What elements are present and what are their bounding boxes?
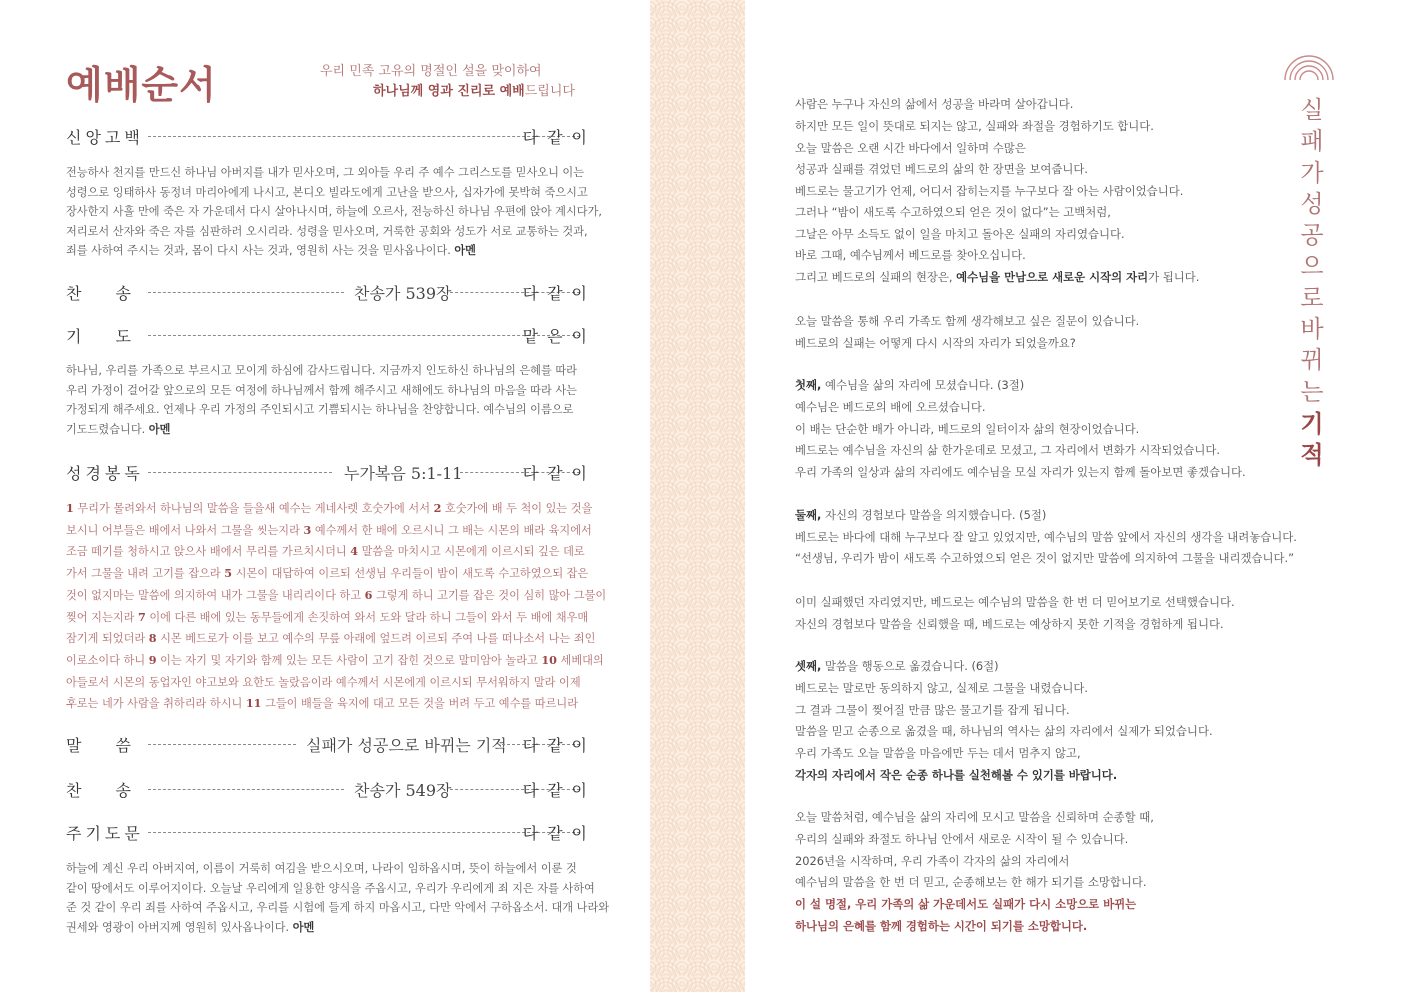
text-line: 저리로서 산자와 죽은 자를 심판하러 오시리라. 성령을 믿사오며, 거룩한 공회와 성도가 서로 교통하는 것과, [66,224,588,238]
scripture-line [66,563,598,585]
sermon-text: 말씀을 믿고 순종으로 옮겼을 때, 하나님의 역사는 삶의 자리에서 실제가 되었습니다. [795,724,1213,738]
verse-text: 시몬 베드로가 이를 보고 예수의 무릎 아래에 엎드려 이르되 주여 나를 떠나소서 나는 죄인 [156,632,596,646]
sermon-line [795,723,1213,739]
sermon-emphasis: 각자의 자리에서 작은 순종 하나를 실천해볼 수 있기를 바랍니다. [795,768,1118,782]
sermon-line [795,269,1199,285]
sermon-emphasis: 둘째, [795,508,822,522]
verse-number: 10 [541,652,557,667]
verse-number: 8 [148,631,157,646]
title-char: 공 [1300,221,1324,250]
sermon-text: 베드로는 물고기가 언제, 어디서 잡히는지를 누구보다 잘 아는 사람이었습니다. [795,184,1184,198]
title-char: 패 [1300,127,1324,156]
scripture-line [66,628,598,650]
dotted-leader [148,335,580,336]
sermon-text: 그리고 베드로의 실패의 현장은, [795,270,957,284]
title-char: 기 [1300,408,1324,438]
sermon-text: 오늘 말씀을 통해 우리 가족도 함께 생각해보고 싶은 질문이 있습니다. [795,314,1140,328]
verse-text: 조금 떼기를 청하시고 앉으사 배에서 무리를 가르치시더니 [66,545,351,559]
verse-text: 후로는 네가 사람을 취하리라 하시니 [66,697,246,711]
verse-number: 7 [137,609,146,624]
sermon-text: 그 결과 그물이 찢어질 만큼 많은 물고기를 잡게 됩니다. [795,703,1070,717]
amen-text: 아멘 [454,244,476,258]
title-char: 뀌 [1300,346,1324,375]
sermon-line [795,247,1026,263]
row-label: 주기도문 [66,824,144,843]
verse-number: 5 [224,566,233,581]
confession-text [66,163,602,261]
sermon-line [795,96,1073,112]
scripture-line [66,585,607,607]
sermon-text: 이미 실패했던 자리였지만, 베드로는 예수님의 말씀을 한 번 더 믿어보기로 선택했습니다. [795,595,1235,609]
text-line: 하늘에 계신 우리 아버지여, 이름이 거룩히 여김을 받으시오며, 나라이 임하옵시며, 뜻이 하늘에서 이룬 것 [66,862,577,875]
row-label: 성경봉독 [66,464,144,483]
sermon-text: 예수님은 베드로의 배에 오르셨습니다. [795,400,986,414]
scripture-line [66,520,598,542]
row-label: 찬송 [66,781,165,800]
sermon-line [795,853,1069,869]
sermon-line [795,442,1220,458]
scripture-line [66,650,604,672]
sermon-line [795,616,1224,632]
scripture-line [66,693,598,715]
sermon-text: 성공과 실패를 겪었던 베드로의 삶의 한 장면을 보여줍니다. [795,162,1089,176]
sermon-line [795,702,1070,718]
row-label: 신앙고백 [66,128,144,147]
title-char: 는 [1300,377,1324,406]
sermon-line [795,745,1081,761]
sermon-text: 그러나 “밤이 새도록 수고하였으되 얻은 것이 없다”는 고백처럼, [795,205,1111,219]
sermon-text: 오늘 말씀은 오랜 시간 바다에서 일하며 수많은 [795,141,1026,155]
sermon-text: 우리 가족도 오늘 말씀을 마음에만 두는 데서 멈추지 않고, [795,746,1081,760]
sermon-text: 자신의 경험보다 말씀을 신뢰했을 때, 베드로는 예상하지 못한 기적을 경험하게 됩니다. [795,617,1224,631]
row-leader: 다같이 [522,824,596,843]
sermon-line [795,896,1136,912]
sermon-text: 이 배는 단순한 배가 아니라, 베드로의 일터이자 삶의 현장이었습니다. [795,422,1140,436]
sermon-line [795,658,999,674]
scripture-text [66,498,607,715]
dotted-leader [148,292,344,293]
text-line: 죄를 사하여 주시는 것과, 몸이 다시 사는 것과, 영원히 사는 것을 믿사옵나이다. 아멘 [66,244,476,258]
title-char: 실 [1300,96,1324,124]
row-leader: 다같이 [522,128,596,147]
decorative-wave-pattern [650,0,745,992]
sermon-emphasis: 첫째, [795,378,822,392]
verse-text: 시몬이 대답하여 이르되 선생님 우리들이 밤이 새도록 수고하였으되 잡은 [232,567,589,581]
order-row-sermon [66,733,596,755]
sermon-text: 그날은 아무 소득도 없이 일을 마치고 돌아온 실패의 자리였습니다. [795,227,1125,241]
text-line: 장사한지 사흘 만에 죽은 자 가운데서 다시 살아나시며, 하늘에 오르사, 전능하신 하나님 우편에 앉아 계시다가, [66,205,602,219]
sermon-text: 베드로는 예수님을 자신의 삶 한가운데로 모셨고, 그 자리에서 변화가 시작되었습니다. [795,443,1220,457]
order-row-reading [66,461,596,483]
sermon-text: 바로 그때, 예수님께서 베드로를 찾아오십니다. [795,248,1026,262]
text-line: 권세와 영광이 아버지께 영원히 있사옵나이다. 아멘 [66,920,315,934]
sermon-text: 베드로는 말로만 동의하지 않고, 실제로 그물을 내렸습니다. [795,681,1089,695]
row-label: 말씀 [66,736,165,755]
worship-order-page [0,0,640,992]
row-leader: 맡은이 [522,327,596,346]
sermon-line [795,140,1026,156]
sermon-line [795,874,1147,890]
rainbow-arc-icon [1283,56,1335,82]
sermon-page [795,0,1295,992]
sermon-line [795,507,1046,523]
verse-text: 이는 자기 및 자기와 함께 있는 모든 사람이 고기 잡힌 것으로 말미암아 놀라고 [156,653,542,667]
sermon-line [795,809,1154,825]
verse-text: 그들이 배들을 육지에 대고 모든 것을 버려 두고 예수를 따르니라 [261,697,579,711]
verse-text: 이에 다른 배에 있는 동무들에게 손짓하여 와서 도와 달라 하니 그들이 와서 두 배에 채우매 [145,610,589,624]
sermon-line [795,313,1139,329]
verse-text: 무리가 몰려와서 하나님의 말씀을 들을새 예수는 게네사렛 호숫가에 서서 [73,502,434,515]
scripture-line [66,672,598,694]
verse-number: 2 [433,501,442,515]
prayer-text [66,361,598,439]
row-label: 기도 [66,327,165,346]
sermon-line [795,464,1246,480]
verse-text: 잠기게 되었더라 [66,632,149,646]
subtitle-emphasis: 하나님께 영과 진리로 예배 [373,84,525,99]
verse-text: 세베대의 [556,653,604,667]
text-line: 기도드렸습니다. 아멘 [66,422,171,436]
sermon-text: 우리의 실패와 좌절도 하나님 안에서 새로운 시작이 될 수 있습니다. [795,832,1129,846]
sermon-line [795,183,1183,199]
row-leader: 다같이 [522,284,596,303]
sermon-text: 우리 가족의 일상과 삶의 자리에도 예수님을 모실 자리가 있는지 함께 돌아보면 좋겠습니다. [795,465,1246,479]
dotted-leader [148,472,332,473]
verse-text: 예수께서 한 배에 오르시니 그 배는 시몬의 배라 육지에서 [311,523,592,537]
order-row-prayer [66,324,596,346]
sermon-line [795,118,1154,134]
row-leader: 다같이 [522,464,596,483]
amen-text: 아멘 [292,920,315,934]
title-char: 성 [1300,189,1324,218]
text-line: 전능하사 천지를 만드신 하나님 아버지를 내가 믿사오며, 그 외아들 우리 주 예수 그리스도를 믿사오니 이는 [66,166,585,179]
title-char: 으 [1300,252,1324,281]
sermon-text: 사람은 누구나 자신의 삶에서 성공을 바라며 살아갑니다. [795,97,1074,111]
sermon-text: 베드로는 바다에 대해 누구보다 잘 알고 있었지만, 예수님의 말씀 앞에서 자신의 생각을 내려놓습니다. [795,530,1297,544]
verse-text: 보시니 어부들은 배에서 나와서 그물을 씻는지라 [66,523,304,537]
sermon-text: 하나님의 은혜를 함께 경험하는 시간이 되기를 소망합니다. [795,919,1088,933]
order-row-lords-prayer [66,821,596,843]
dotted-leader [148,136,580,137]
sermon-text: 하지만 모든 일이 뜻대로 되지는 않고, 실패와 좌절을 경험하기도 합니다. [795,119,1154,133]
dotted-leader [148,832,580,833]
sermon-line [795,529,1297,545]
text-line: 성령으로 잉태하사 동정녀 마리아에게 나시고, 본디오 빌라도에게 고난을 받으사, 십자가에 못박혀 죽으시고 [66,185,588,199]
text-line: 우리 가정이 걸어갈 앞으로의 모든 여정에 하나님께서 함께 해주시고 새해에도 하나님의 마음을 따라 사는 [66,383,577,397]
verse-text: 호숫가에 배 두 척이 있는 것을 [441,502,593,515]
row-leader: 다같이 [522,736,596,755]
sermon-line [795,831,1128,847]
sermon-line [795,594,1235,610]
row-leader: 다같이 [522,781,596,800]
text-line: 준 것 같이 우리 죄를 사하여 주옵시고, 우리를 시험에 들게 하지 마옵시고, 다만 악에서 구하옵소서. 대개 나라와 [66,901,610,915]
order-row-hymn-1 [66,281,596,303]
verse-text: 가서 그물을 내려 고기를 잡으라 [66,567,225,581]
sermon-line [795,918,1087,934]
subtitle-line-1: 우리 민족 고유의 명절인 설을 맞이하여 [320,64,542,79]
title-char: 적 [1300,440,1324,470]
hymn-title: 찬송가 549장 [354,781,452,800]
verse-number: 3 [303,522,312,537]
sermon-line [795,767,1117,783]
sermon-line [795,204,1111,220]
sermon-text: 예수님의 말씀을 한 번 더 믿고, 순종해보는 한 해가 되기를 소망합니다. [795,875,1147,889]
verse-number: 6 [364,587,373,602]
dotted-leader [148,789,344,790]
scripture-line [66,607,598,629]
sermon-text: 자신의 경험보다 말씀을 의지했습니다. (5절) [821,508,1047,522]
scripture-line [66,541,598,563]
sermon-line [795,161,1088,177]
sermon-text: “선생님, 우리가 밤이 새도록 수고하였으되 얻은 것이 없지만 말씀에 의지하여 그물을 내리겠습니다.” [795,551,1295,565]
sermon-line [795,335,1076,351]
sermon-line [795,550,1294,566]
wave-pattern-svg [650,0,745,992]
subtitle-end: 드립니다 [524,84,575,99]
subtitle-line-2 [373,80,575,99]
sermon-text: 이 설 명절, 우리 가족의 삶 가운데서도 실패가 다시 소망으로 바뀌는 [795,897,1137,911]
sermon-emphasis: 셋째, [795,659,822,673]
sermon-text: 베드로의 실패는 어떻게 다시 시작의 자리가 되었을까요? [795,336,1076,350]
title-char: 가 [1300,158,1324,187]
verse-text: 아들로서 시몬의 동업자인 야고보와 요한도 놀랐음이라 예수께서 시몬에게 이르시되 무서워하지 말라 이제 [66,675,581,689]
verse-text: 것이 없지마는 말씀에 의지하여 내가 그물을 내리리이다 하고 [66,588,365,602]
scripture-reference: 누가복음 5:1-11 [344,464,463,483]
sermon-line [795,399,986,415]
order-row-confession [66,125,596,147]
sermon-emphasis: 예수님을 만남으로 새로운 시작의 자리 [956,270,1149,284]
sermon-title: 실패가 성공으로 바뀌는 기적 [306,736,507,755]
title-char: 로 [1300,283,1324,312]
verse-text: 이로소이다 하니 [66,653,149,667]
sermon-text: 말씀을 행동으로 옮겼습니다. (6절) [821,659,999,673]
verse-text: 그렇게 하니 고기를 잡은 것이 심히 많아 그물이 [372,588,607,602]
text-line: 가정되게 해주세요. 언제나 우리 가정의 주인되시고 기쁨되시는 하나님을 찬양합니다. 예수님의 이름으로 [66,403,574,417]
sermon-line [795,680,1088,696]
sermon-text: 오늘 말씀처럼, 예수님을 삶의 자리에 모시고 말씀을 신뢰하며 순종할 때, [795,810,1154,824]
verse-number: 1 [66,501,74,515]
sermon-line [795,226,1125,242]
verse-text: 말씀을 마치시고 시몬에게 이르시되 깊은 데로 [358,545,585,559]
text-line: 같이 땅에서도 이루어지이다. 오늘날 우리에게 일용한 양식을 주옵시고, 우리가 우리에게 죄 지은 자를 사하여 [66,881,595,895]
verse-number: 4 [350,544,359,559]
page-title: 예배순서 [66,62,217,107]
row-label: 찬송 [66,284,165,303]
hymn-title: 찬송가 539장 [354,284,452,303]
title-char: 바 [1300,315,1324,344]
text-line: 하나님, 우리를 가족으로 부르시고 모이게 하심에 감사드립니다. 지금까지 인도하신 하나님의 은혜를 따라 [66,364,577,377]
sermon-text: 2026년을 시작하며, 우리 가족이 각자의 삶의 자리에서 [795,854,1070,868]
order-row-hymn-2 [66,778,596,800]
sermon-line [795,421,1139,437]
verse-number: 11 [245,696,262,711]
sermon-text: 가 됩니다. [1148,270,1200,284]
scripture-line [66,498,598,520]
sermon-line [795,377,1024,393]
dotted-leader [148,744,296,745]
vertical-sermon-title [1292,95,1332,471]
sermon-text: 예수님을 삶의 자리에 모셨습니다. (3절) [821,378,1025,392]
verse-number: 9 [148,652,157,667]
amen-text: 아멘 [148,422,171,436]
lords-prayer-text [66,859,610,937]
verse-text: 찢어 지는지라 [66,610,138,624]
